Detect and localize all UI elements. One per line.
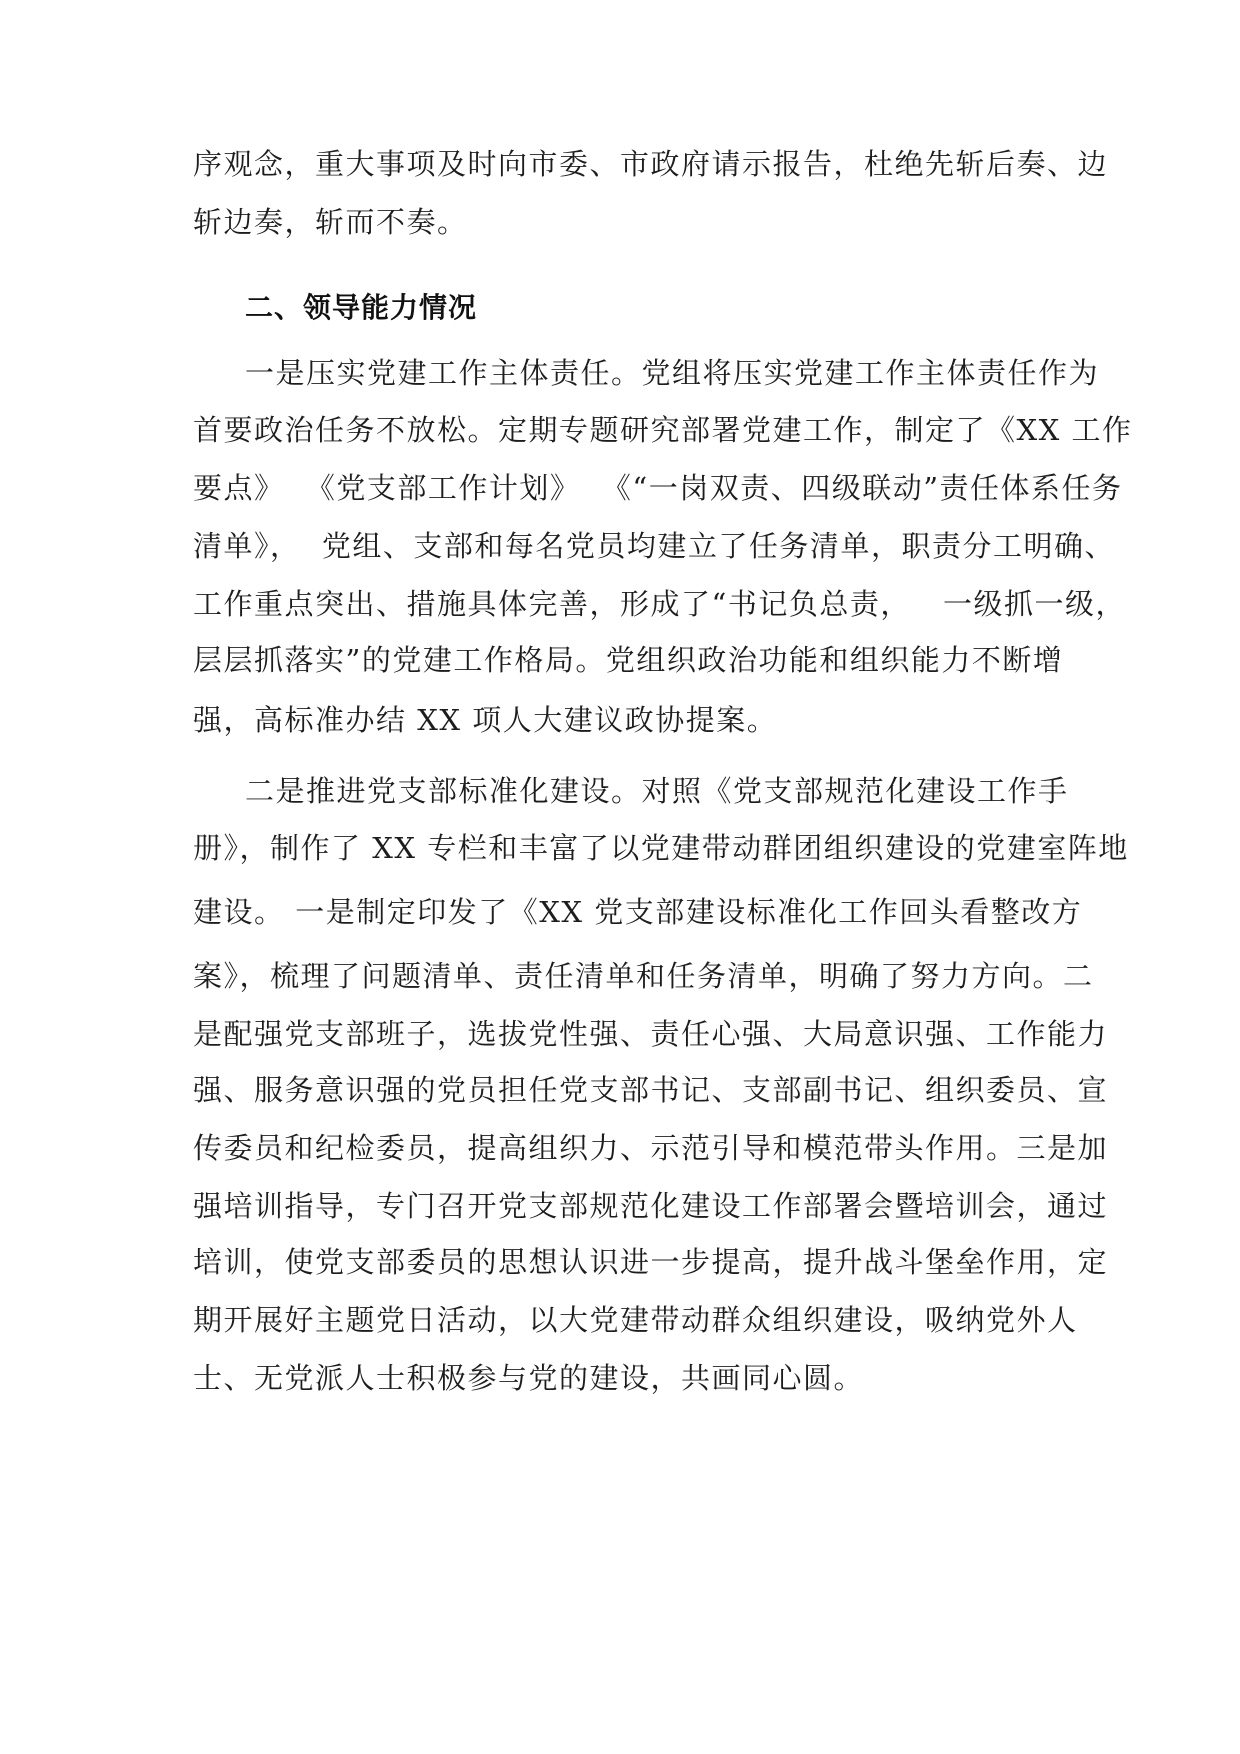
paragraph-1-line-1: 一是压实党建工作主体责任。党组将压实党建工作主体责任作为 [245, 356, 1100, 390]
paragraph-1-line-3: 要点》 《党支部工作计划》 《“一岗双责、四级联动”责任体系任务 [193, 471, 1123, 505]
paragraph-2-line-11: 士、无党派人士积极参与党的建设，共画同心圆。 [193, 1361, 865, 1395]
paragraph-2-line-7: 传委员和纪检委员，提高组织力、示范引导和模范带头作用。三是加 [193, 1131, 1109, 1165]
paragraph-2-line-6: 强、服务意识强的党员担任党支部书记、支部副书记、组织委员、宣 [193, 1073, 1109, 1107]
paragraph-2-line-1: 二是推进党支部标准化建设。对照《党支部规范化建设工作手 [245, 774, 1069, 808]
paragraph-2-line-9: 培训，使党支部委员的思想认识进一步提高，提升战斗堡垒作用，定 [193, 1245, 1109, 1279]
paragraph-2-line-4: 案》，梳理了问题清单、责任清单和任务清单，明确了努力方向。二 [193, 959, 1094, 993]
paragraph-1-line-2: 首要政治任务不放松。定期专题研究部署党建工作，制定了《XX 工作 [193, 413, 1133, 447]
paragraph-2-line-5: 是配强党支部班子，选拔党性强、责任心强、大局意识强、工作能力 [193, 1017, 1109, 1051]
paragraph-1-line-6: 层层抓落实”的党建工作格局。党组织政治功能和组织能力不断增 [193, 643, 1064, 677]
section-heading: 二、领导能力情况 [245, 291, 478, 324]
paragraph-2-line-2: 册》，制作了 XX 专栏和丰富了以党建带动群团组织建设的党建室阵地 [193, 831, 1129, 865]
paragraph-2-line-8: 强培训指导，专门召开党支部规范化建设工作部署会暨培训会，通过 [193, 1189, 1109, 1223]
text-line-2: 斩边奏，斩而不奏。 [193, 205, 468, 239]
paragraph-1-line-5: 工作重点突出、措施具体完善，形成了“书记负总责， 一级抓一级， [193, 587, 1126, 621]
paragraph-2-line-10: 期开展好主题党日活动，以大党建带动群众组织建设，吸纳党外人 [193, 1303, 1078, 1337]
paragraph-2-line-3: 建设。 一是制定印发了《XX 党支部建设标准化工作回头看整改方 [193, 895, 1083, 929]
paragraph-1-line-4: 清单》， 党组、支部和每名党员均建立了任务清单，职责分工明确、 [193, 529, 1115, 563]
paragraph-1-line-7: 强，高标准办结 XX 项人大建议政协提案。 [193, 703, 778, 737]
text-line-1: 序观念，重大事项及时向市委、市政府请示报告，杜绝先斩后奏、边 [193, 147, 1109, 181]
